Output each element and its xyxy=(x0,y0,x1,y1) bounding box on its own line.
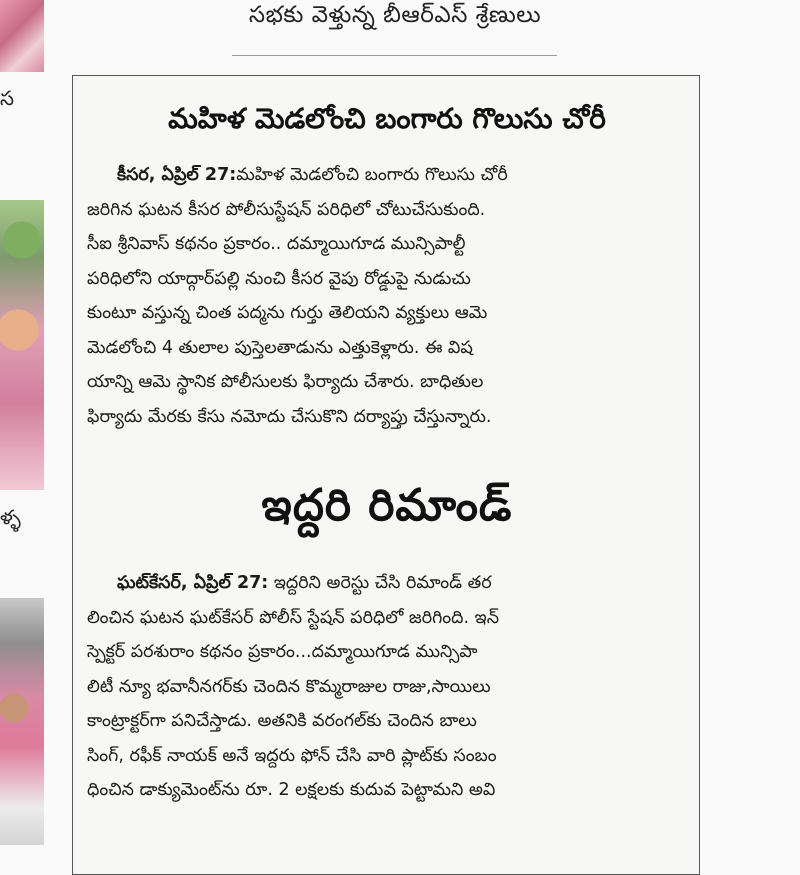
article-1-headline: మహిళ మెడలోంచి బంగారు గొలుసు చోరీ xyxy=(168,102,606,135)
article-2-line: స్పెక్టర్ పరశురాం కథనం ప్రకారం...దమ్మాయిగూడ మున్సిపా xyxy=(87,642,478,662)
article-1-line: కుంటూ వస్తున్న చింత పద్మను గుర్తు తెలియని వ్యక్తులు ఆమె xyxy=(87,303,488,323)
article-1-body xyxy=(87,158,687,434)
article-2-headline: ఇద్దరి రిమాండ్ xyxy=(261,480,513,531)
article-2-line: లిటీ న్యూ భవానీనగర్‌కు చెందిన కొమ్మరాజుల రాజు,సాయిలు xyxy=(87,676,491,697)
article-2-body xyxy=(87,566,687,808)
article-2-line: ఘట్‌కేసర్, ఏప్రిల్ 27: ఇద్దరిని అరెస్టు చేసి రిమాండ్ తర xyxy=(117,573,492,593)
adjacent-text-fragment-2: ళ్ళ xyxy=(0,505,21,529)
adjacent-photo-3 xyxy=(0,598,44,845)
article-2-line: సింగ్, రఫీక్ నాయక్ అనే ఇద్దరు ఫోన్ చేసి వారి ప్లాట్‌కు సంబం xyxy=(87,745,497,766)
caption-divider xyxy=(232,55,557,56)
adjacent-photo-2 xyxy=(0,200,44,490)
article-1-line: మెడలోంచి 4 తులాల పుస్తెలతాడును ఎత్తుకెళ్లారు. ఈ విష xyxy=(87,337,473,358)
article-1-line: కీసర, ఏప్రిల్ 27:మహిళ మెడలోంచి బంగారు గొలుసు చోరీ xyxy=(117,165,508,185)
adjacent-photo-1 xyxy=(0,0,44,72)
news-article-box xyxy=(72,75,700,875)
article-1-line: యాన్ని ఆమె స్థానిక పోలీసులకు ఫిర్యాదు చేశారు. బాధితుల xyxy=(87,372,484,392)
photo-caption: సభకు వెళ్తున్న బీఆర్ఎస్ శ్రేణులు xyxy=(248,2,542,28)
article-1-line: పరిధిలోని యాద్గార్‌పల్లి నుంచి కీసర వైపు రోడ్డుపై నుడుచు xyxy=(87,268,471,289)
article-2-dateline: ఘట్‌కేసర్, ఏప్రిల్ 27: xyxy=(117,573,269,593)
article-1-line: సీఐ శ్రీనివాస్ కథనం ప్రకారం.. దమ్మాయిగూడ మున్సిపాల్టీ xyxy=(87,234,466,254)
article-1-line: ఫిర్యాదు మేరకు కేసు నమోదు చేసుకొని దర్యాప్తు చేస్తున్నారు. xyxy=(87,406,492,427)
adjacent-column-strip xyxy=(0,0,48,845)
adjacent-text-fragment-1: స xyxy=(0,86,15,110)
article-2-line: ధించిన డాక్యుమెంట్‌ను రూ. 2 లక్షలకు కుదువ పెట్టామని అవి xyxy=(87,780,496,800)
article-2-line: కాంట్రాక్టర్‌గా పనిచేస్తాడు. అతనికి వరంగల్‌కు చెందిన బాలు xyxy=(87,711,477,731)
article-1-line: జరిగిన ఘటన కీసర పోలీసుస్టేషన్ పరిధిలో చోటుచేసుకుంది. xyxy=(87,199,486,220)
article-2-line: లించిన ఘటన ఘట్‌కేసర్ పోలీస్ స్టేషన్ పరిధిలో జరిగింది. ఇన్ xyxy=(87,607,499,628)
article-1-dateline: కీసర, ఏప్రిల్ 27: xyxy=(117,165,237,185)
